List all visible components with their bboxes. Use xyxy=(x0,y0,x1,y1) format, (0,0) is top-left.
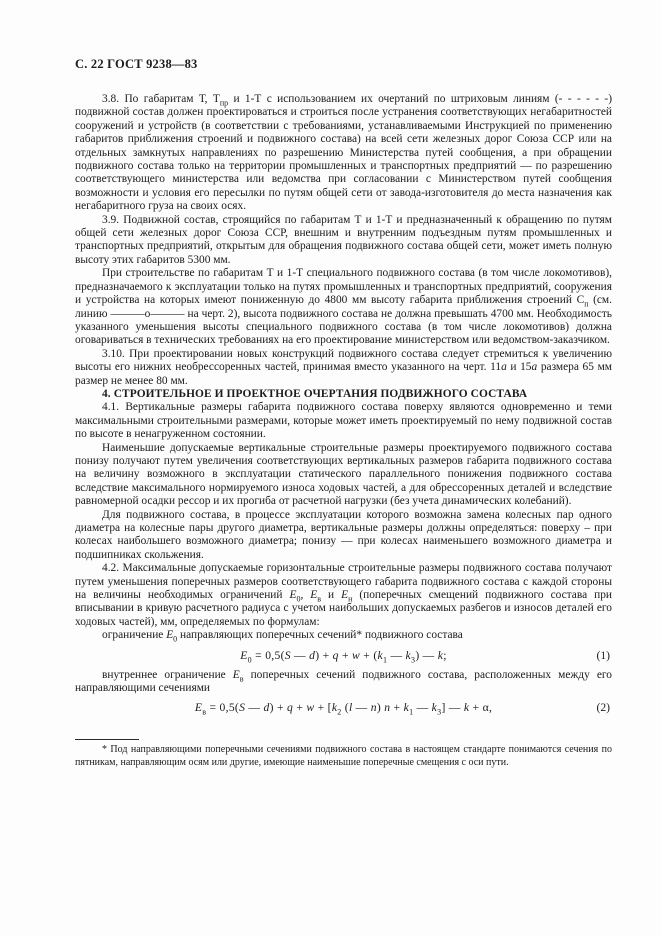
paragraph-4-2: 4.2. Максимальные допускаемые горизонтальные строительные размеры подвижного состава получают путем уменьшения поперечных размеров соответствующего габарита подвижного состава с каждой стороны на величины необходимых ограничений $E_0$, $E_в$ и $E_н$ (поперечных смещений подвижного состава при вписывании в кривую расчетного радиуса с учетом наибольших допускаемых разбегов и износов деталей его ходовых частей), мм, определяемых по формулам: xyxy=(75,562,612,628)
footnote-block xyxy=(75,739,612,769)
paragraph-3-9-continued: При строительстве по габаритам Т и 1-Т специального подвижного состава (в том числе локомотивов), предназначаемого к эксплуатации только на путях промышленных и транспортных предприятий, сооружения и устройства на которых имеют пониженную до 4800 мм высоту габарита приближения строений $С_п$ (см. линию ———о——— на черт. 2), высота подвижного состава не должна превышать 4700 мм. Необходимость указанного уменьшения высоты специального подвижного состава (в том числе локомотивов) должна оговариваться в технических требованиях на его проектирование министерством или ведомством-заказчиком. xyxy=(75,267,612,347)
paragraph-4-1-continued-b: Для подвижного состава, в процессе эксплуатации которого возможна замена колесных пар одного диаметра на колесные пары другого диаметра, вертикальные размеры должны определяться: поверху – при колесах наибольшего возможного диаметра; понизу — при колесах наименьшего возможного диаметра и подшипниках скольжения. xyxy=(75,508,612,561)
page-content xyxy=(75,57,612,769)
paragraph-3-9: 3.9. Подвижной состав, строящийся по габаритам Т и 1-Т и предназначенный к обращению по путям общей сети железных дорог Союза ССР, внешним и внутренним подъездным путям промышленных и транспортных предприятий, открытым для обращения подвижного состава общей сети, может иметь полную высоту этих габаритов 5300 мм. xyxy=(75,213,612,266)
equation-2-lead-in: внутреннее ограничение $E_в$ поперечных сечений подвижного состава, расположенных между его направляющими сечениями xyxy=(75,668,612,695)
paragraph-4-1-continued-a: Наименьшие допускаемые вертикальные строительные размеры проектируемого подвижного состава понизу получают путем увеличения соответствующих вертикальных размеров габарита подвижного состава на величину возможного в эксплуатации статического параллельного понижения подвижного состава вследствие максимального нормируемого износа ходовых частей, а для обрессоренных деталей и вследствие равномерной осадки рессор и их прогиба от расчетной нагрузки (без учета динамических колебаний). xyxy=(75,441,612,508)
paragraph-3-8: 3.8. По габаритам Т, $Т_{пр}$ и 1-Т с использованием их очертаний по штриховым линиям (- - - - - -) подвижной состав должен проектироваться и строиться после устранения соответствующих негабаритностей сооружений и устройств (в соответствии с требованиями, устанавливаемыми Инструкцией по применению габаритов приближения строений и подвижного состава) на всей сети железных дорог Союза ССР или на отдельных замкнутых направлениях по разрешению Министерства путей сообщения, а при обращении подвижного состава только на территории промышленных и транспортных предприятий — по разрешению соответствующего министерства или ведомства при согласовании с Министерством путей сообщения возможности и условия его пересылки по путям общей сети от завода-изготовителя до места назначения как негабаритного груза на своих осях. xyxy=(75,93,612,213)
section-4-heading: 4. СТРОИТЕЛЬНОЕ И ПРОЕКТНОЕ ОЧЕРТАНИЯ ПОДВИЖНОГО СОСТАВА xyxy=(102,387,528,400)
footnote-rule xyxy=(75,739,139,740)
equation-1-formula: $E_0 = 0,5(S$ — $d) + q + w + (k_1$ — $k_3$) — k; xyxy=(240,648,447,664)
equation-2-number: (2) xyxy=(596,701,610,715)
equation-1-row xyxy=(75,649,612,663)
paragraph-4-1: 4.1. Вертикальные размеры габарита подвижного состава поверху являются одновременно и теми максимальными строительными размерами, которые может иметь проектируемый по нему подвижной состав по высоте в ненагруженном состоянии. xyxy=(75,401,612,441)
equation-1-lead-in: ограничение $E_0$ направляющих поперечных сечений* подвижного состава xyxy=(102,629,463,644)
equation-2-row xyxy=(75,701,612,715)
paragraph-3-10: 3.10. При проектировании новых конструкций подвижного состава следует стремиться к увеличению высоты его нижних необрессоренных частей, принимая вместо указанного на черт. 11а и 15а размера 65 мм размер не менее 80 мм. xyxy=(75,347,612,387)
equation-2-formula: $E_в = 0,5(S$ — $d) + q + w + [k_2$ (l — n) $n + k_1$ — $k_3$] — k + α, xyxy=(194,701,493,717)
page-header: С. 22 ГОСТ 9238—83 xyxy=(75,57,198,71)
footnote-text: * Под направляющими поперечными сечениями подвижного состава в настоящем стандарте понимаются сечения по пятникам, направляющим осям или другие, имеющие наименьшие поперечные смещения с оси пути. xyxy=(75,744,612,768)
equation-1-number: (1) xyxy=(596,648,610,662)
